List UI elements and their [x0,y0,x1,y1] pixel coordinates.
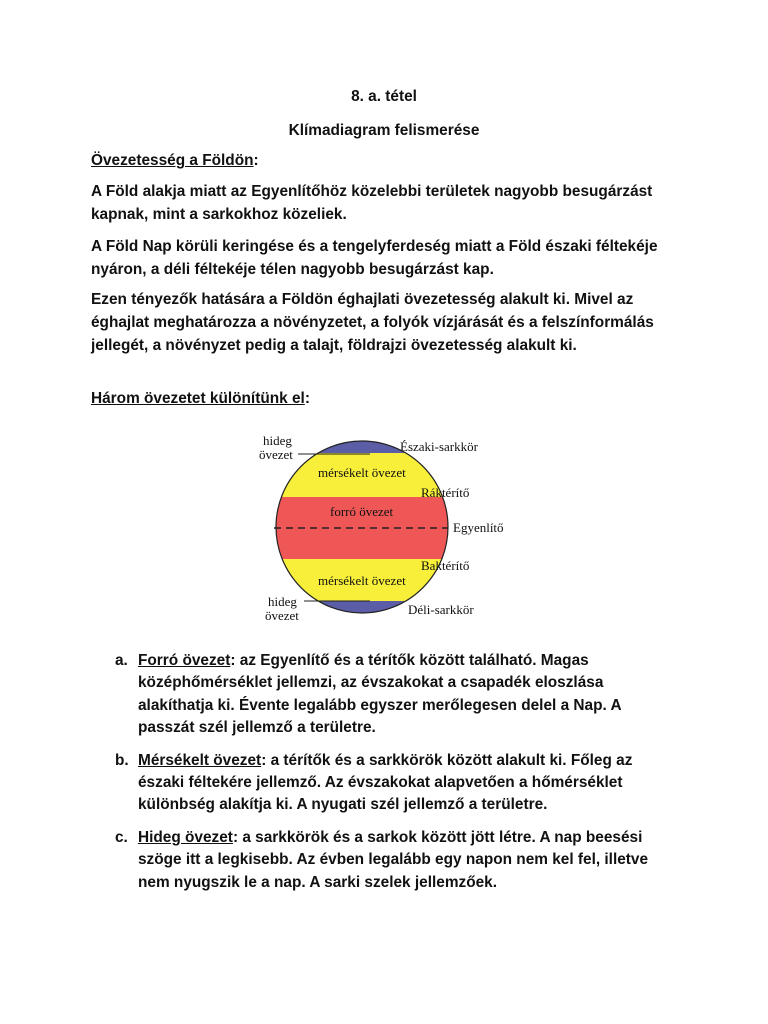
paragraph-3: Ezen tényezők hatására a Földön éghajlati övezetesség alakult ki. Mivel az éghajlat meghatározza a növényzetet, a folyók vízjárását és a felszínformálás jellegét, a növényzet pedig a talajt, földrajzi övezetesség alakult ki. [91,291,654,354]
paragraph-2: A Föld Nap körüli keringése és a tengelyferdeség miatt a Föld északi féltekéje nyáron, a déli féltekéje télen nagyobb besugárzást kap. [91,238,658,278]
document-title: Klímadiagram felismerése [288,122,480,139]
section-heading-text: Három övezetet különítünk el [91,390,305,407]
label-tropic-of-cancer: Ráktérítő [421,485,470,500]
list-item-temperate [91,750,681,817]
list-item-tropical [91,650,681,740]
label-hideg-top-line1: hideg [263,433,292,448]
label-hideg-bottom-line2: övezet [265,608,299,623]
document-number: 8. a. tétel [351,88,417,105]
list-term: Mérsékelt övezet [138,751,262,769]
zone-description-list [91,650,681,904]
list-marker: c. [115,828,128,846]
label-equator: Egyenlítő [453,520,504,535]
list-marker: a. [115,652,128,669]
label-hideg-top-line2: övezet [259,447,293,462]
list-text: : a térítők és a sarkkörök között alakult ki. Főleg az északi féltekére jellemző. Az évszakokat alapvetően a hőmérséklet különbség alakítja ki. A nyugati szél jellemző a területre. [138,751,633,814]
climate-zones-diagram [250,425,540,625]
zone-label-temperate-north: mérsékelt övezet [318,465,406,480]
zone-label-temperate-south: mérsékelt övezet [318,573,406,588]
label-hideg-bottom-line1: hideg [268,594,297,609]
section-heading-three-zones: Három övezetet különítünk el: [91,390,310,407]
list-term: Forró övezet [138,652,231,669]
paragraph-1: A Föld alakja miatt az Egyenlítőhöz közelebbi területek nagyobb besugárzást kapnak, mint a sarkokhoz közeliek. [91,183,653,223]
label-tropic-of-capricorn: Baktérítő [421,558,470,573]
zone-label-tropical: forró övezet [330,504,394,519]
list-text: : a sarkkörök és a sarkok között jött létre. A nap beesési szöge itt a legkisebb. Az évben legalább egy napon nem kel fel, illetve nem nyugszik le a nap. A sarki szelek jellemzőek. [138,828,649,891]
section-heading-text: Övezetesség a Földön [91,152,254,169]
list-text: : az Egyenlítő és a térítők között található. Magas középhőmérséklet jellemzi, az évszakokat a csapadék eloszlása alakíthatja ki. Évente legalább egyszer merőlegesen delel a Nap. A passzát szél jellemző a területre. [138,652,622,737]
label-arctic-circle: Északi-sarkkör [400,439,478,454]
section-heading-zonation: Övezetesség a Földön: [91,152,259,169]
list-item-cold [91,827,681,894]
globe-zones [270,435,460,619]
list-term: Hideg övezet [138,828,233,846]
list-marker: b. [115,751,129,769]
label-antarctic-circle: Déli-sarkkör [408,602,474,617]
